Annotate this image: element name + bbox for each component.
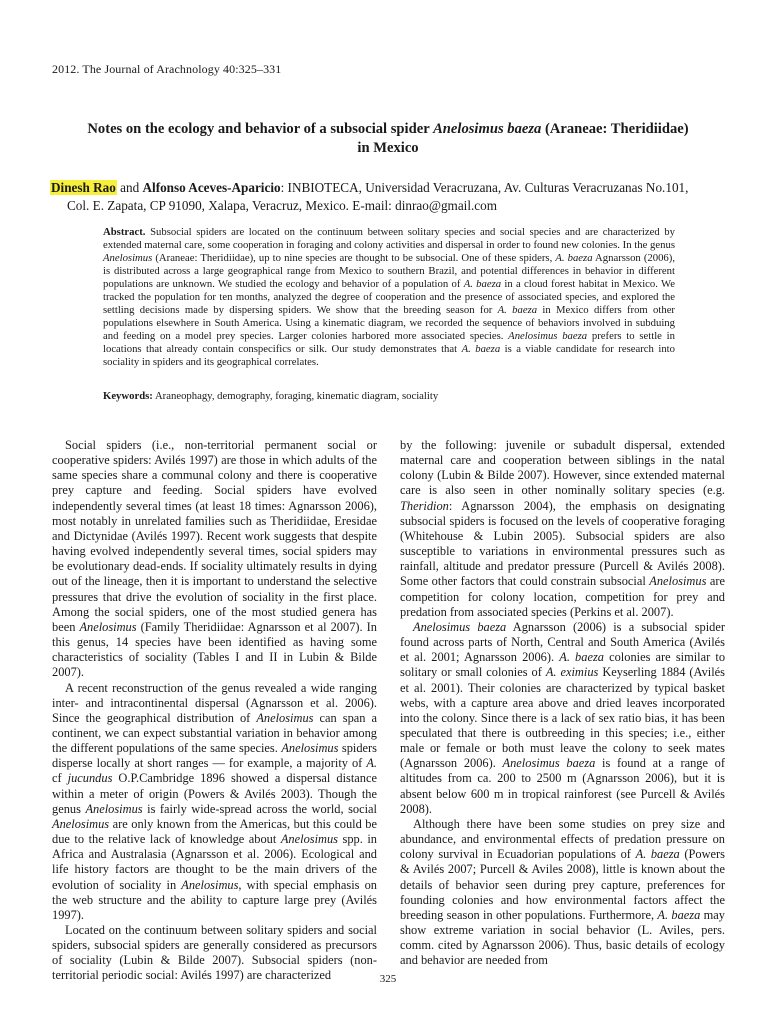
text: Social spiders (i.e., non-territorial permanent social or cooperative spiders: Avilés 1997) are those in which adults of the same species share a communal colony and there is cooperative prey capture and feeding. Social spiders have evolved independently several times (at least 18 times: Agnarsson 2006), most notably in unrelated families such as Theridiidae, Eresidae and Dictynidae (Avilés 1997). Recent work suggests that despite having evolved independently several times, social spiders may be evolutionary dead-ends. If sociality ultimately results in dying out of the lineage, then it is important to understand the selective pressures that drive the evolution of sociality in the first place. Among the social spiders, one of the most studied genera has been (52, 438, 377, 634)
running-head: 2012. The Journal of Arachnology 40:325–331 (52, 62, 282, 76)
text: by the following: juvenile or subadult dispersal, extended maternal care and cooperation between siblings in the natal colony (Lubin & Bilde 2007). However, since extended maternal care is also seen in other nominally solitary species (e.g. (400, 438, 725, 498)
abstract-italic: A. baeza (497, 304, 538, 316)
italic-text: Anelosimus baeza (413, 619, 507, 634)
author-block (50, 179, 730, 215)
affiliation-line-2: Col. E. Zapata, CP 91090, Xalapa, Veracruz, Mexico. E-mail: dinrao@gmail.com (67, 198, 497, 213)
italic-text: Anelosimus (181, 877, 239, 892)
abstract-italic: A. baeza (555, 252, 593, 264)
abstract-text: Subsocial spiders are located on the continuum between solitary species and social species and are characterized by extended maternal care, some cooperation in foraging and colony activities and dispersal in order to found new colonies. In the genus (103, 226, 675, 251)
text: is found at a range of altitudes from ca. 200 to 2500 m (Agnarsson 2006), but it is absent below 600 m in tropical rainforest (see Purcell & Avilés 2008). (400, 756, 725, 816)
text: may show extreme variation in social behavior (L. Aviles, pers. comm. cited by Agnarsson 2006). Thus, basic details of ecology and behavior are needed from (400, 907, 725, 968)
text: are competition for colony location, competition for prey and predation from associated species (Perkins et al. 2007). (400, 574, 725, 619)
italic-text: A. baeza (635, 847, 680, 862)
paragraph (400, 438, 725, 620)
title-text-b: (Araneae: Theridiidae) (541, 121, 689, 137)
text: (Powers & Avilés 2007; Purcell & Aviles 2008), little is known about the details of behavior seen during prey capture, preferences for founding colonies and how environmental factors affect the breeding season in other populations. Furthermore, (400, 847, 725, 922)
abstract-italic: Anelosimus baeza (508, 330, 588, 342)
text: Although there have been some studies on prey size and abundance, and environmental effects of predation pressure on colony survival in Ecuadorian populations of (400, 816, 725, 862)
italic-text: A. baeza (559, 650, 604, 665)
text: : Agnarsson 2004), the emphasis on designating subsocial spiders is focused on the levels of cooperative foraging (Whitehouse & Lubin 2005). Subsocial spiders are also susceptible to variations in environmental pressures such as rainfall, altitude and predator pressure (Purcell & Avilés 2008). Some other factors that could constrain subsocial (400, 498, 725, 589)
title-text-a: Notes on the ecology and behavior of a subsocial spider (87, 121, 434, 137)
text: , with special emphasis on the web structure and the ability to capture large prey (Avilés 1997). (52, 877, 377, 922)
text: Agnarsson (2006) is a subsocial spider found across parts of North, Central and South America (Avilés et al. 2001; Agnarsson 2006). (400, 619, 725, 665)
italic-text: Anelosimus (85, 801, 143, 816)
text: (Family Theridiidae: Agnarsson et al 2007). In this genus, 14 species have been identified as having some characteristics of sociality (Tables I and II in Lubin & Bilde 2007). (52, 619, 377, 680)
text: Keyserling 1884 (Avilés et al. 2001). Their colonies are characterized by typical basket webs, with a capture area above and dried leaves incorporated into the colony. Since there is a lack of sex ratio bias, it has been speculated that there is outbreeding in this species; i.e., either male or female or both must leave the colony to seek mates (Agnarsson 2006). (400, 665, 725, 771)
italic-text: Anelosimus baeza (502, 756, 596, 771)
abstract-text: is a viable candidate for research into sociality in spiders and its geographical correlates. (103, 343, 675, 368)
italic-text: A. baeza (657, 907, 701, 922)
italic-text: Anelosimus (649, 574, 707, 589)
text: O.P.Cambridge 1896 showed a dispersal distance within a meter of origin (Powers & Avilés 2003). Though the genus (52, 771, 377, 816)
abstract (103, 226, 675, 369)
abstract-label: Abstract. (103, 226, 146, 238)
italic-text: Anelosimus (79, 619, 137, 634)
text: are only known from the Americas, but this could be due to the relative lack of knowledge about (52, 816, 377, 847)
keywords-text: Araneophagy, demography, foraging, kinematic diagram, sociality (152, 390, 439, 402)
title-line-2: in Mexico (357, 140, 419, 156)
italic-text: A. eximius (545, 665, 599, 680)
body-column-right (400, 438, 725, 968)
article-title (40, 120, 736, 158)
text: can span a continent, we can expect substantial variation in behavior among the different populations of the same species. (52, 710, 377, 756)
italic-text: jucundus (67, 771, 113, 786)
abstract-italic: A. baeza (461, 343, 501, 355)
italic-text: Anelosimus (52, 816, 110, 831)
abstract-text: (Araneae: Theridiidae), up to nine species are thought to be subsocial. One of these spiders, (152, 252, 556, 264)
paragraph (52, 438, 377, 681)
abstract-text: Agnarsson (2006), is distributed across a large geographical range from Mexico to southern Brazil, and potential differences in behavior in different populations are unknown. We studied the ecology and behavior of a population of (103, 252, 676, 290)
keywords (103, 390, 675, 403)
italic-text: Anelosimus (281, 741, 339, 756)
italic-text: Anelosimus (256, 710, 314, 725)
abstract-text: prefers to settle in locations that already contain conspecifics or silk. Our study demonstrates that (103, 330, 675, 355)
title-species: Anelosimus baeza (433, 121, 542, 137)
paragraph (400, 817, 725, 969)
keywords-label: Keywords: (103, 390, 153, 402)
author-and: and (116, 180, 143, 195)
page-number: 325 (379, 973, 397, 985)
paragraph (52, 681, 377, 924)
text: spp. in Africa and Australasia (Agnarsson et al. 2006). Ecological and life history factors are thought to be the main drivers of the evolution of sociality in (52, 832, 377, 892)
text: spiders disperse locally at short ranges — for example, a majority of (52, 741, 378, 771)
paragraph: Located on the continuum between solitary spiders and social spiders, subsocial spiders are generally considered as precursors of sociality (Lubin & Bilde 2007). Subsocial spiders (non-territorial periodic social: Avilés 1997) are characterized (52, 923, 377, 983)
author-1-highlighted: Dinesh Rao (51, 180, 116, 195)
text: A recent reconstruction of the genus revealed a wide ranging inter- and intracontinental dispersal (Agnarsson et al. 2006). Since the geographical distribution of (52, 680, 377, 725)
text: cf (52, 771, 68, 786)
text: colonies are similar to solitary or small colonies of (400, 650, 726, 680)
italic-text: A. (366, 756, 377, 771)
author-2: Alfonso Aceves-Aparicio (142, 180, 281, 195)
abstract-text: in Mexico differs from other populations elsewhere in South America. Using a kinematic diagram, we recorded the sequence of behaviors involved in subduing and feeding on a model prey species. Larger colonies harbored more associated species. (103, 304, 675, 342)
body-column-left (52, 438, 377, 984)
abstract-text: in a cloud forest habitat in Mexico. We tracked the population for ten months, analyzed the degree of cooperation and the presence of associated species, and explored the settling decisions made by dispersing spiders. We show that the breeding season for (103, 278, 676, 316)
italic-text: Theridion (400, 498, 449, 513)
italic-text: Anelosimus (280, 832, 338, 847)
affiliation-line-1: : INBIOTECA, Universidad Veracruzana, Av. Culturas Veracruzanas No.101, (280, 180, 689, 195)
paragraph (400, 620, 725, 817)
abstract-italic: Anelosimus (103, 252, 153, 264)
text: is fairly wide-spread across the world, social (142, 801, 377, 816)
abstract-italic: A. baeza (463, 278, 502, 290)
